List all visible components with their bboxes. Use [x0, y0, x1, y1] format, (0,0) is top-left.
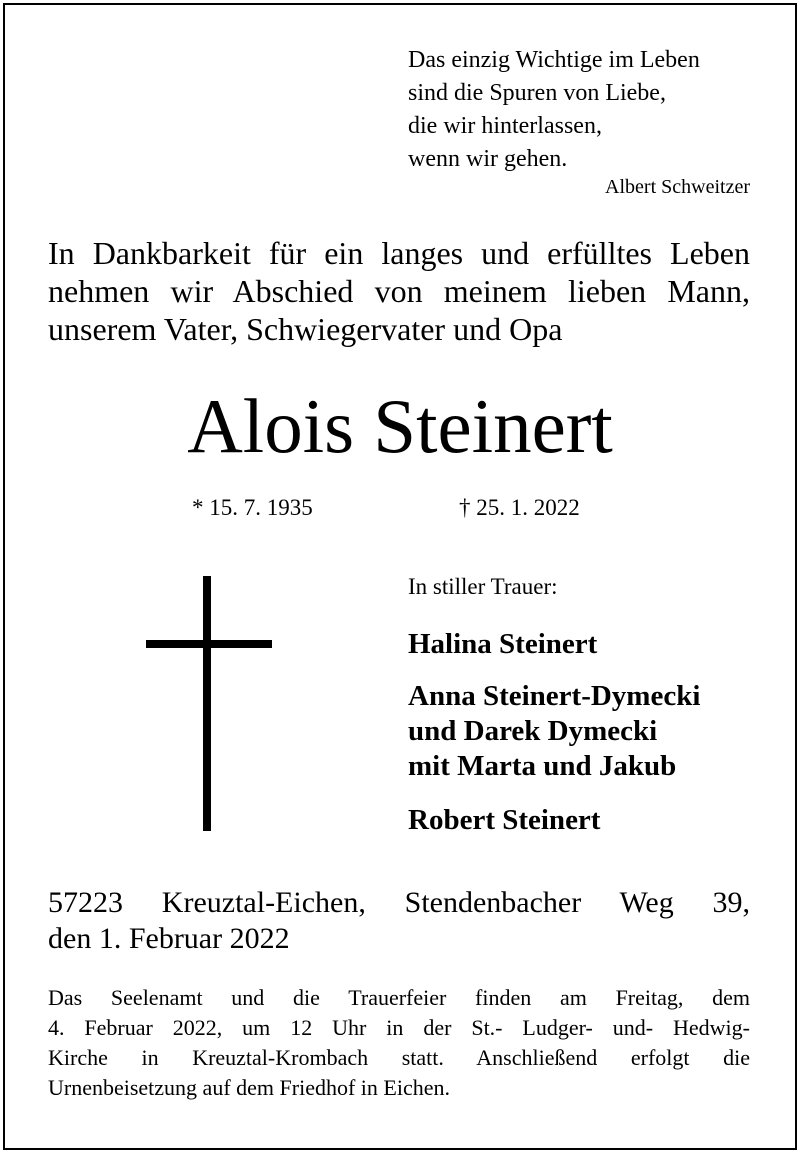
quote-line: die wir hinterlassen, [408, 113, 602, 139]
birth-date: * 15. 7. 1935 [192, 495, 313, 520]
service-info [48, 983, 750, 1103]
mourner-line: Anna Steinert-Dymecki [408, 680, 701, 712]
deceased-name: Alois Steinert [187, 383, 613, 469]
address-line: den 1. Februar 2022 [48, 922, 290, 955]
intro-line: nehmen wir Abschied von meinem lieben Mann, [48, 273, 750, 309]
mourner-line: und Darek Dymecki [408, 715, 658, 747]
intro-line: In Dankbarkeit für ein langes und erfülltes Leben [48, 235, 750, 271]
mourning-intro: In stiller Trauer: [408, 574, 558, 599]
mourner-name: Halina Steinert [408, 628, 598, 660]
quote-line: wenn wir gehen. [408, 146, 568, 172]
quote-line: Das einzig Wichtige im Leben [408, 47, 700, 73]
service-line: 4. Februar 2022, um 12 Uhr in der St.- Ludger- und- Hedwig- [48, 1015, 750, 1040]
service-line: Kirche in Kreuztal-Krombach statt. Anschließend erfolgt die [48, 1045, 750, 1070]
quote-line: sind die Spuren von Liebe, [408, 80, 666, 106]
quote [408, 44, 700, 176]
service-line: Das Seelenamt und die Trauerfeier finden am Freitag, dem [48, 985, 750, 1010]
quote-author: Albert Schweitzer [605, 176, 750, 198]
mourner-line: mit Marta und Jakub [408, 750, 677, 782]
intro-line: unserem Vater, Schwiegervater und Opa [48, 311, 563, 347]
death-date: † 25. 1. 2022 [459, 495, 580, 520]
mourner-name: Robert Steinert [408, 804, 601, 836]
intro-text [48, 234, 750, 348]
cross-icon [144, 576, 276, 831]
address [48, 885, 750, 957]
address-line: 57223 Kreuztal-Eichen, Stendenbacher Weg 39, [48, 886, 750, 919]
service-line: Urnenbeisetzung auf dem Friedhof in Eichen. [48, 1075, 450, 1100]
mourner-family [408, 679, 700, 784]
